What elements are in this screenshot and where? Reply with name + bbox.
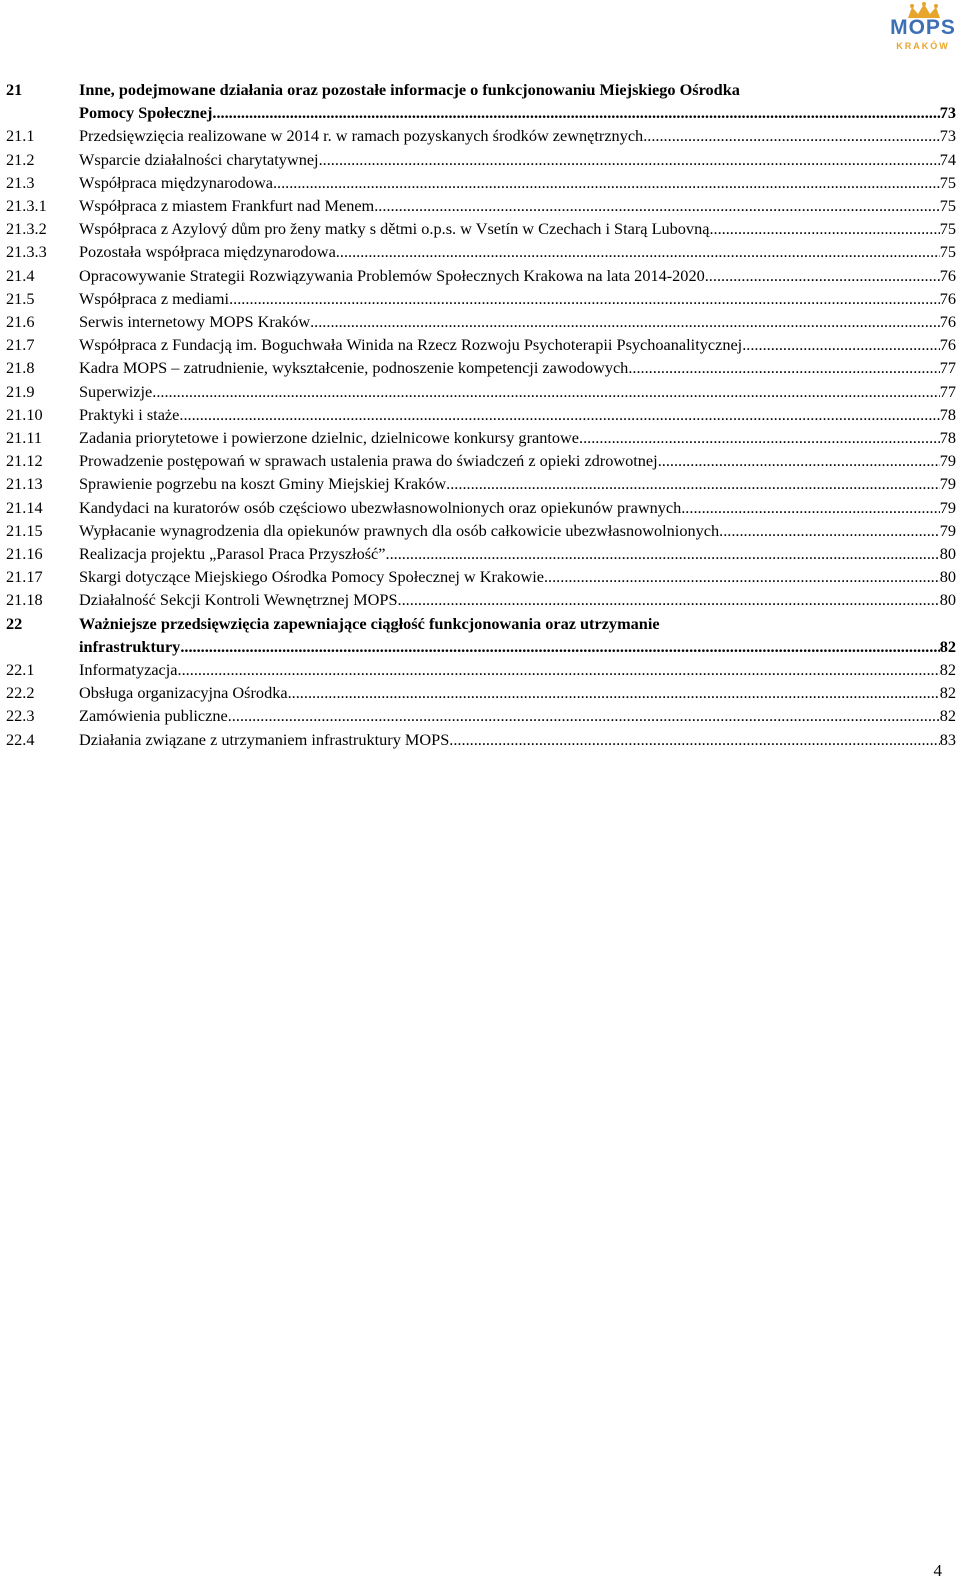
mops-logo [890,2,956,54]
toc-entry-title: Współpraca z Fundacją im. Boguchwała Winida na Rzecz Rozwoju Psychoterapii Psychoanalitycznej [79,335,743,355]
toc-entry-number: 22.2 [6,683,35,703]
toc-entry-page: 77 [939,358,956,378]
toc-entry-title: Zadania priorytetowe i powierzone dzielnic, dzielnicowe konkursy grantowe [79,428,580,448]
toc-entry-number: 21.11 [6,428,43,448]
toc-entry-number: 21.17 [6,567,43,587]
toc-entry-line [79,426,956,449]
toc-entry[interactable] [6,728,956,751]
toc-dot-leader [579,426,940,449]
toc-entry-line [79,287,956,310]
toc-entry-body [79,681,956,704]
toc-entry-body [79,728,956,751]
toc-entry-number: 21.4 [6,265,35,285]
toc-entry-number: 21.14 [6,497,43,517]
toc-entry-page: 83 [939,729,956,749]
toc-entry-body [79,171,956,194]
toc-entry-line [79,496,956,519]
toc-entry-title: Zamówienia publiczne [79,706,228,726]
toc-entry-page: 76 [939,265,956,285]
toc-entry[interactable] [6,240,956,263]
toc-entry-body [79,333,956,356]
toc-entry-title: Wypłacanie wynagrodzenia dla opiekunów prawnych dla osób całkowicie ubezwłasnowolnionych [79,520,720,540]
toc-entry-page: 76 [939,335,956,355]
toc-entry-body [79,356,956,379]
toc-entry-title: Działania związane z utrzymaniem infrastruktury MOPS [79,729,450,749]
toc-entry-title: Serwis internetowy MOPS Kraków [79,312,311,332]
toc-dot-leader [179,403,939,426]
toc-entry-page: 75 [939,242,956,262]
toc-dot-leader [628,356,939,379]
toc-dot-leader [212,101,939,124]
toc-entry[interactable] [6,333,956,356]
toc-entry[interactable] [6,356,956,379]
toc-dot-leader [310,310,940,333]
toc-entry-number: 22.4 [6,729,35,749]
toc-entry-page: 79 [939,520,956,540]
toc-entry-page: 75 [939,172,956,192]
toc-entry-body [79,148,956,171]
page-number: 4 [933,1561,942,1580]
toc-dot-leader [398,588,940,611]
toc-entry-body [79,287,956,310]
toc-entry-title: Współpraca międzynarodowa [79,172,273,192]
toc-dot-leader [319,148,940,171]
toc-entry-line [79,728,956,751]
toc-dot-leader [386,542,940,565]
toc-entry-number: 21.12 [6,451,43,471]
toc-entry-line [79,449,956,472]
toc-entry-page: 79 [939,474,956,494]
toc-entry-number: 21.5 [6,288,35,308]
toc-entry-title: Pozostała współpraca międzynarodowa [79,242,336,262]
toc-entry-title: Współpraca z mediami [79,288,230,308]
toc-entry[interactable] [6,519,956,542]
toc-entry-line [79,356,956,379]
toc-entry[interactable] [6,472,956,495]
toc-entry-body [79,310,956,333]
toc-entry-line [79,148,956,171]
toc-entry-title: Skargi dotyczące Miejskiego Ośrodka Pomocy Społecznej w Krakowie [79,567,544,587]
toc-entry-page: 78 [939,428,956,448]
toc-dot-leader [742,333,940,356]
toc-entry-page: 82 [939,660,956,680]
toc-entry-title: Pomocy Społecznej [79,103,213,123]
toc-entry[interactable] [6,496,956,519]
toc-entry-page: 80 [939,567,956,587]
toc-dot-leader [446,472,940,495]
toc-entry-number: 22.1 [6,660,35,680]
toc-entry-page: 73 [939,126,956,146]
toc-entry-title: Obsługa organizacyjna Ośrodka [79,683,288,703]
toc-dot-leader [643,124,940,147]
toc-entry-number: 21.7 [6,335,35,355]
toc-entry-number: 21.3 [6,172,35,192]
toc-entry-line [79,240,956,263]
toc-entry-title: Współpraca z miastem Frankfurt nad Menem [79,196,375,216]
toc-entry-page: 74 [939,149,956,169]
toc-entry-body [79,78,956,124]
toc-entry-number: 21.3.3 [6,242,47,262]
toc-entry[interactable] [6,78,956,124]
toc-dot-leader [719,519,940,542]
toc-entry-number: 21.16 [6,544,43,564]
toc-dot-leader [273,171,940,194]
toc-entry-body [79,565,956,588]
toc-entry-number: 21.15 [6,520,43,540]
table-of-contents [6,78,956,751]
toc-entry-body [79,472,956,495]
toc-entry-line [79,310,956,333]
toc-dot-leader [288,681,940,704]
toc-entry-title-line: Inne, podejmowane działania oraz pozostałe informacje o funkcjonowaniu Miejskiego Ośrodka [79,80,740,99]
toc-entry-number: 21.3.2 [6,219,47,239]
toc-dot-leader [229,287,940,310]
toc-entry-page: 82 [939,706,956,726]
toc-entry-page: 73 [939,103,956,123]
toc-entry-title: Wsparcie działalności charytatywnej [79,149,319,169]
toc-entry-body [79,426,956,449]
toc-entry[interactable] [6,148,956,171]
logo-text: MOPS [890,16,956,39]
toc-entry-page: 77 [939,381,956,401]
toc-entry[interactable] [6,171,956,194]
toc-entry-title: Kandydaci na kuratorów osób częściowo ubezwłasnowolnionych oraz opiekunów prawnych [79,497,682,517]
toc-dot-leader [152,380,939,403]
toc-entry-number: 21.6 [6,312,35,332]
toc-entry-body [79,380,956,403]
toc-entry-number: 22.3 [6,706,35,726]
toc-entry-page: 80 [939,590,956,610]
toc-entry-number: 21.8 [6,358,35,378]
toc-dot-leader [544,565,940,588]
toc-entry-title: Informatyzacja [79,660,178,680]
toc-entry-line [79,333,956,356]
toc-dot-leader [178,658,940,681]
toc-entry-title-line: Ważniejsze przedsięwzięcia zapewniające ciągłość funkcjonowania oraz utrzymanie [79,613,660,633]
toc-entry[interactable] [6,217,956,240]
toc-entry-body [79,449,956,472]
toc-entry-number: 21.1 [6,126,35,146]
toc-entry-title: Prowadzenie postępowań w sprawach ustalenia prawa do świadczeń z opieki zdrowotnej [79,451,658,471]
toc-entry-line [79,124,956,147]
toc-entry-title: Realizacja projektu „Parasol Praca Przyszłość” [79,544,386,564]
toc-entry-line [79,264,956,287]
toc-entry-body [79,403,956,426]
toc-entry-body [79,124,956,147]
toc-entry-title: Opracowywanie Strategii Rozwiązywania Problemów Społecznych Krakowa na lata 2014-2020 [79,265,705,285]
toc-entry-body [79,240,956,263]
toc-entry-title: infrastruktury [79,636,181,656]
toc-dot-leader [449,728,939,751]
toc-entry-page: 80 [939,544,956,564]
toc-entry[interactable] [6,264,956,287]
toc-entry-body [79,658,956,681]
toc-entry[interactable] [6,681,956,704]
toc-entry[interactable] [6,658,956,681]
toc-entry-line [79,704,956,727]
toc-entry-title: Działalność Sekcji Kontroli Wewnętrznej MOPS [79,590,398,610]
toc-entry[interactable] [6,403,956,426]
toc-entry-number: 21.18 [6,590,43,610]
toc-entry[interactable] [6,565,956,588]
toc-entry-body [79,588,956,611]
toc-dot-leader [658,449,940,472]
toc-entry-title: Współpraca z Azylový dům pro ženy matky s dětmi o.p.s. w Vsetín w Czechach i Starą Lubovną [79,219,710,239]
toc-entry[interactable] [6,380,956,403]
toc-entry-line [79,519,956,542]
toc-entry-line [79,588,956,611]
toc-entry-title: Przedsięwzięcia realizowane w 2014 r. w ramach pozyskanych środków zewnętrznych [79,126,644,146]
toc-entry-body [79,217,956,240]
toc-entry-page: 82 [939,683,956,703]
toc-dot-leader [705,264,940,287]
toc-entry-line [79,658,956,681]
toc-entry-body [79,194,956,217]
toc-entry-body [79,612,956,658]
toc-entry[interactable] [6,124,956,147]
logo-subtext: KRAKÓW [896,41,950,51]
toc-entry-number: 21.3.1 [6,196,47,216]
toc-entry-line [79,542,956,565]
toc-dot-leader [180,635,939,658]
toc-entry[interactable] [6,588,956,611]
toc-entry-body [79,264,956,287]
toc-entry-page: 75 [939,196,956,216]
toc-entry-page: 76 [939,288,956,308]
toc-entry[interactable] [6,704,956,727]
toc-dot-leader [374,194,939,217]
toc-entry[interactable] [6,542,956,565]
toc-entry-page: 76 [939,312,956,332]
toc-entry-line [79,472,956,495]
toc-entry-body [79,519,956,542]
toc-entry-line [79,171,956,194]
toc-entry-number: 21.13 [6,474,43,494]
toc-entry-line [79,101,956,124]
toc-entry-line [79,565,956,588]
toc-entry-line [79,194,956,217]
toc-entry-page: 78 [939,404,956,424]
toc-entry[interactable] [6,310,956,333]
toc-dot-leader [228,704,940,727]
toc-entry-number: 22 [6,613,23,633]
toc-entry[interactable] [6,287,956,310]
toc-entry-number: 21 [6,80,23,99]
toc-entry-title: Praktyki i staże [79,404,180,424]
toc-entry[interactable] [6,612,956,658]
toc-entry-page: 82 [939,636,956,656]
toc-entry-body [79,496,956,519]
toc-entry-page: 75 [939,219,956,239]
toc-entry-line [79,403,956,426]
toc-entry-title: Superwizje [79,381,153,401]
toc-entry-title: Kadra MOPS – zatrudnienie, wykształcenie, podnoszenie kompetencji zawodowych [79,358,629,378]
toc-entry-number: 21.2 [6,149,35,169]
toc-entry-body [79,542,956,565]
toc-entry-page: 79 [939,451,956,471]
toc-entry[interactable] [6,426,956,449]
toc-entry-line [79,635,956,658]
toc-entry-line [79,681,956,704]
toc-dot-leader [709,217,939,240]
toc-dot-leader [336,240,940,263]
toc-dot-leader [681,496,939,519]
toc-entry-body [79,704,956,727]
toc-entry-number: 21.10 [6,404,43,424]
toc-entry[interactable] [6,449,956,472]
toc-entry-number: 21.9 [6,381,35,401]
toc-entry-page: 79 [939,497,956,517]
toc-entry-line [79,380,956,403]
toc-entry-line [79,217,956,240]
toc-entry-title: Sprawienie pogrzebu na koszt Gminy Miejskiej Kraków [79,474,447,494]
toc-entry[interactable] [6,194,956,217]
